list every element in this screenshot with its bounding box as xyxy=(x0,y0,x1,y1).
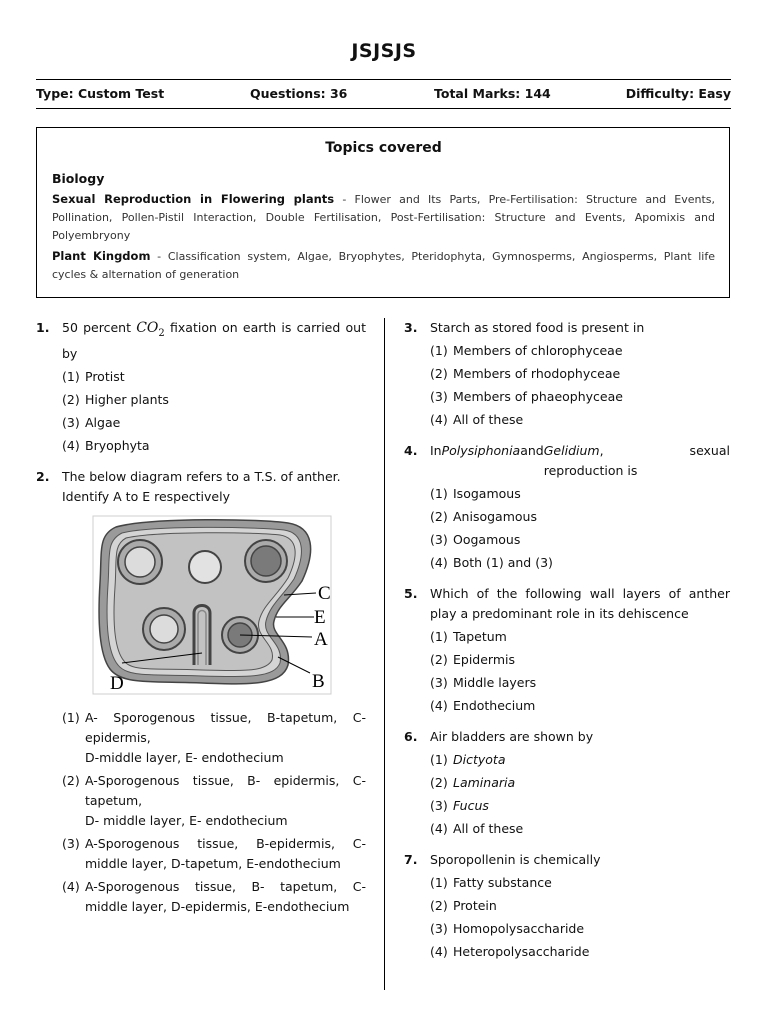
question-2 xyxy=(36,467,366,917)
question-number: 1. xyxy=(36,320,50,335)
question-number: 4. xyxy=(404,443,418,458)
co2-formula xyxy=(136,320,165,339)
option-number: (2) xyxy=(430,898,448,913)
option-text xyxy=(85,877,366,917)
option[interactable] xyxy=(430,387,730,407)
column-divider xyxy=(384,318,385,990)
option-number: (4) xyxy=(430,821,448,836)
topic-group-text: Flower and Its Parts, Pre-Fertilisation: Structure and Events, Pollination, Pollen-Pistil Interaction, Double Fertilisation, Post-Fertilisation: Structure and Events, Apomixis and Polyembryony xyxy=(52,193,715,242)
question-5 xyxy=(404,584,730,716)
option-text-line: A- Sporogenous tissue, B-tapetum, C-epidermis, xyxy=(85,709,366,745)
option-text: Higher plants xyxy=(85,391,169,407)
option[interactable] xyxy=(430,696,730,716)
option-text-line: A-Sporogenous tissue, B- tapetum, C- middle layer, D-epidermis, E-endothecium xyxy=(85,878,366,914)
option-number: (2) xyxy=(430,775,448,790)
test-meta-bar xyxy=(36,79,731,109)
option[interactable] xyxy=(62,436,366,456)
option-text xyxy=(85,708,366,768)
anther-ts-diagram xyxy=(92,515,332,695)
option-text: Members of rhodophyceae xyxy=(453,366,621,381)
option-number: (1) xyxy=(430,629,448,644)
option[interactable] xyxy=(430,627,730,647)
question-text-italic: Polysiphonia xyxy=(441,443,521,458)
option-text: All of these xyxy=(453,412,524,427)
option-number: (3) xyxy=(62,835,80,851)
option-number: (4) xyxy=(430,555,448,570)
option-number: (3) xyxy=(430,675,448,690)
option-text-line: D-middle layer, E- endothecium xyxy=(85,749,284,765)
right-column xyxy=(404,318,730,973)
option[interactable] xyxy=(430,819,730,839)
option[interactable] xyxy=(430,341,730,361)
option-text: All of these xyxy=(453,821,524,836)
question-text-part xyxy=(544,441,730,481)
option-number: (3) xyxy=(430,921,448,936)
question-text: Which of the following wall layers of anther play a predominant role in its dehiscence xyxy=(430,586,730,621)
option-text: Fucus xyxy=(453,798,489,813)
option-text: Laminaria xyxy=(453,775,516,790)
left-column xyxy=(36,318,366,928)
option[interactable] xyxy=(62,367,366,387)
option-text: Algae xyxy=(85,414,121,430)
option-number: (2) xyxy=(430,509,448,524)
question-text xyxy=(62,318,366,364)
option-text: Isogamous xyxy=(453,486,521,501)
option-text: Epidermis xyxy=(453,652,516,667)
question-text: The below diagram refers to a T.S. of anther. Identify A to E respectively xyxy=(62,468,341,504)
label-a: A xyxy=(314,628,328,650)
option[interactable] xyxy=(430,873,730,893)
option[interactable] xyxy=(62,877,366,917)
option-number: (1) xyxy=(62,368,80,384)
question-number: 3. xyxy=(404,320,418,335)
topic-group: Sexual Reproduction in Flowering plants - Flower and Its Parts, Pre-Fertilisation: Structure and Events, Pollination, Pollen-Pistil Interaction, Double Fertilisation, Post-Fertilisation: Structure and Events, Apomixis and Polyembryony xyxy=(52,192,715,242)
option-number: (4) xyxy=(62,437,80,453)
question-text: Starch as stored food is present in xyxy=(430,320,645,335)
option[interactable] xyxy=(430,410,730,430)
option-number: (1) xyxy=(430,875,448,890)
question-text-part: 50 percent xyxy=(62,320,131,335)
option[interactable] xyxy=(62,834,366,874)
topic-group: Plant Kingdom - Classification system, Algae, Bryophytes, Pteridophyta, Gymnosperms, Angiosperms, Plant life cycles & alternation of generation xyxy=(52,249,715,281)
option-text: Dictyota xyxy=(453,752,506,767)
label-e: E xyxy=(314,606,326,628)
question-text-italic: Gelidium xyxy=(543,443,600,458)
option-text: Bryophyta xyxy=(85,437,150,453)
option-text: Members of chlorophyceae xyxy=(453,343,623,358)
option-text-line: A-Sporogenous tissue, B-epidermis, C-middle layer, D-tapetum, E-endothecium xyxy=(85,835,366,871)
option[interactable] xyxy=(430,484,730,504)
option[interactable] xyxy=(430,750,730,770)
option-number: (2) xyxy=(430,366,448,381)
option[interactable] xyxy=(430,796,730,816)
option[interactable] xyxy=(430,773,730,793)
difficulty: Difficulty: Easy xyxy=(625,86,731,101)
option-text: Anisogamous xyxy=(453,509,537,524)
option-number: (4) xyxy=(62,878,80,894)
option-text-line: A-Sporogenous tissue, B- epidermis, C-tapetum, xyxy=(85,772,366,808)
option-number: (3) xyxy=(430,532,448,547)
question-number: 6. xyxy=(404,729,418,744)
question-text xyxy=(430,441,730,481)
option-text: Endothecium xyxy=(453,698,536,713)
option-number: (3) xyxy=(62,414,80,430)
option-number: (3) xyxy=(430,798,448,813)
option-number: (4) xyxy=(430,698,448,713)
question-3 xyxy=(404,318,730,430)
option-text: Tapetum xyxy=(453,629,507,644)
option-number: (1) xyxy=(62,709,80,725)
option[interactable] xyxy=(62,708,366,768)
option-text: Protein xyxy=(453,898,497,913)
question-4 xyxy=(404,441,730,573)
pollen-sac-inner xyxy=(251,546,281,576)
topics-box xyxy=(36,127,730,298)
formula-base: CO xyxy=(136,320,159,336)
question-count: Questions: 36 xyxy=(250,86,348,101)
question-text: Sporopollenin is chemically xyxy=(430,852,601,867)
question-text-part: and xyxy=(520,443,544,458)
question-number: 5. xyxy=(404,586,418,601)
total-marks: Total Marks: 144 xyxy=(434,86,551,101)
option-text: Oogamous xyxy=(453,532,521,547)
question-text-part: In xyxy=(430,443,442,458)
option[interactable] xyxy=(430,673,730,693)
option-number: (3) xyxy=(430,389,448,404)
option[interactable] xyxy=(62,413,366,433)
option[interactable] xyxy=(430,553,730,573)
option-number: (2) xyxy=(62,391,80,407)
formula-subscript: 2 xyxy=(158,327,165,339)
question-number: 7. xyxy=(404,852,418,867)
option-number: (4) xyxy=(430,412,448,427)
pollen-sac-inner xyxy=(125,547,155,577)
option[interactable] xyxy=(62,771,366,831)
option-number: (4) xyxy=(430,944,448,959)
option-text: Heteropolysaccharide xyxy=(453,944,590,959)
option-text-line: D- middle layer, E- endothecium xyxy=(85,812,288,828)
option[interactable] xyxy=(430,530,730,550)
question-text-line xyxy=(430,441,730,481)
option-text: Protist xyxy=(85,368,125,384)
question-6 xyxy=(404,727,730,839)
label-d: D xyxy=(110,672,124,694)
question-text-part: fixation on earth is carried out by xyxy=(62,320,366,361)
option-number: (1) xyxy=(430,752,448,767)
question-text: Air bladders are shown by xyxy=(430,729,594,744)
topics-title: Topics covered xyxy=(325,140,442,156)
topic-group-name: Plant Kingdom xyxy=(52,249,151,263)
option-number: (1) xyxy=(430,486,448,501)
label-b: B xyxy=(312,670,325,692)
option[interactable] xyxy=(430,919,730,939)
option[interactable] xyxy=(430,942,730,962)
test-type: Type: Custom Test xyxy=(36,86,165,101)
option-text: Homopolysaccharide xyxy=(453,921,585,936)
pollen-sac-inner xyxy=(150,615,178,643)
option-number: (2) xyxy=(62,772,80,788)
option-text: Both (1) and (3) xyxy=(453,555,553,570)
test-title: JSJSJS xyxy=(351,40,417,62)
option[interactable] xyxy=(430,507,730,527)
option-text: Fatty substance xyxy=(453,875,552,890)
option[interactable] xyxy=(62,390,366,410)
option-text: Middle layers xyxy=(453,675,537,690)
option[interactable] xyxy=(430,896,730,916)
topic-group-name: Sexual Reproduction in Flowering plants xyxy=(52,192,335,206)
label-c: C xyxy=(318,582,331,604)
question-text-part: , sexual reproduction is xyxy=(543,443,730,478)
question-1 xyxy=(36,318,366,456)
option-text: Members of phaeophyceae xyxy=(453,389,623,404)
option-text xyxy=(85,771,366,831)
question-7 xyxy=(404,850,730,962)
option[interactable] xyxy=(430,650,730,670)
topic-group-text: Classification system, Algae, Bryophytes, Pteridophyta, Gymnosperms, Angiosperms, Plant life cycles & alternation of generation xyxy=(52,250,715,281)
question-number: 2. xyxy=(36,468,50,484)
option-number: (2) xyxy=(430,652,448,667)
option-number: (1) xyxy=(430,343,448,358)
connective-vascular-bundle xyxy=(189,551,221,583)
topics-subject: Biology xyxy=(52,171,105,186)
option-text xyxy=(85,834,366,874)
option[interactable] xyxy=(430,364,730,384)
